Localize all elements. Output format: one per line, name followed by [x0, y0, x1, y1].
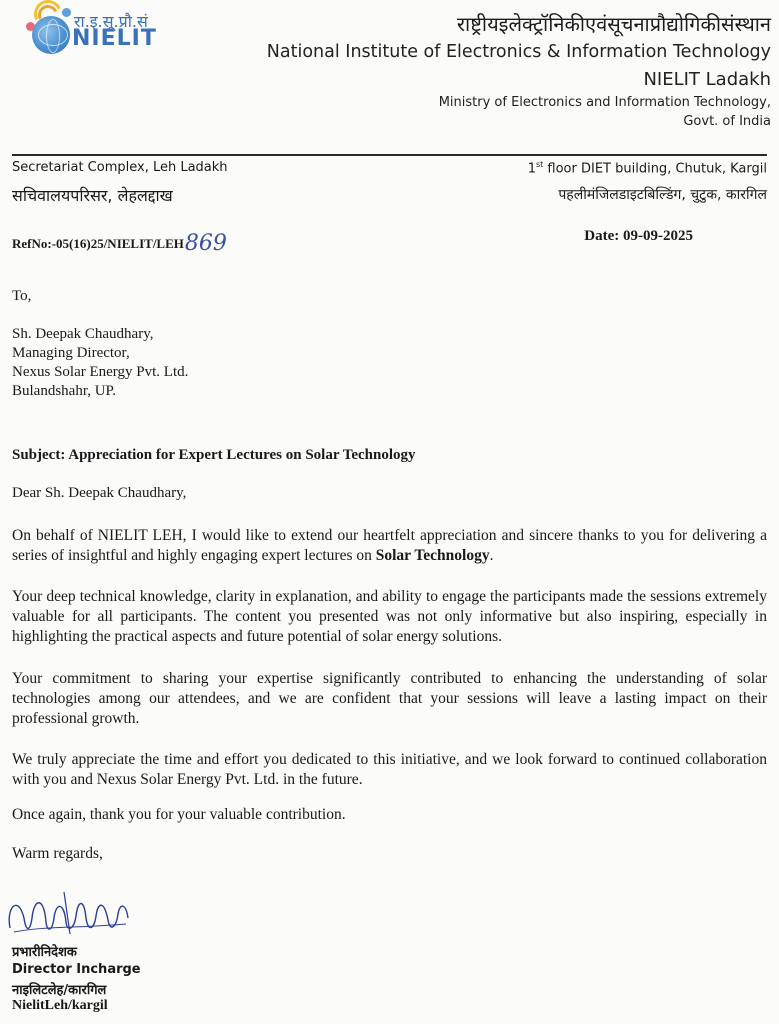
person-dot-icon: [62, 8, 71, 17]
signatory-org-english: NielitLeh/kargil: [12, 998, 108, 1013]
address-kargil-rest: floor DIET building, Chutuk, Kargil: [543, 161, 767, 177]
signatory-org-hindi: नाइलिटलेह/कारगिल: [12, 983, 107, 998]
signatory-title-hindi: प्रभारीनिदेशक: [12, 945, 77, 960]
paragraph-1: [12, 526, 767, 566]
logo-text: NIELIT: [72, 26, 157, 51]
ref-no-printed: RefNo:-05(16)25/NIELIT/LEH: [12, 236, 184, 251]
addressee-line: Bulandshahr, UP.: [12, 383, 116, 399]
addressee-block: [12, 325, 188, 401]
ref-no-handwritten: 869: [184, 231, 227, 256]
floor-number: 1: [527, 161, 536, 177]
nielit-logo: [22, 2, 162, 54]
paragraph-2: Your deep technical knowledge, clarity in explanation, and ability to engage the participants made the sessions extremely valuable for all participants. The content you presented was not only informative but also inspiring, especially in highlighting the practical aspects and future potential of solar energy solutions.: [12, 588, 767, 645]
signatory-title-english: Director Incharge: [12, 962, 141, 977]
salutation: Dear Sh. Deepak Chaudhary,: [12, 485, 187, 501]
institute-name-english: National Institute of Electronics & Information Technology: [266, 42, 771, 62]
paragraph-5: Once again, thank you for your valuable contribution.: [12, 806, 346, 823]
govt-name: Govt. of India: [683, 114, 771, 129]
ministry-name: Ministry of Electronics and Information Technology,: [438, 95, 771, 110]
paragraph-1-text: On behalf of NIELIT LEH, I would like to extend our heartfelt appreciation and sincere thanks to you for delivering a series of insightful and highly engaging expert lectures on: [12, 527, 767, 564]
address-kargil-hindi: पहलीमंजिलडाइटबिल्डिंग, चुटुक, कारगिल: [558, 187, 767, 203]
closing: Warm regards,: [12, 845, 103, 862]
to-label: To,: [12, 288, 32, 304]
paragraph-1-end: .: [489, 547, 494, 564]
letter-date: Date: 09-09-2025: [584, 228, 693, 244]
logo-hindi-abbr: रा.इ.सू.प्रौ.सं: [74, 12, 148, 31]
globe-icon: [32, 16, 70, 54]
address-kargil-english: [528, 160, 767, 176]
addressee-line: Managing Director,: [12, 345, 130, 361]
ordinal-suffix: st: [535, 160, 544, 169]
paragraph-3: Your commitment to sharing your expertise significantly contributed to enhancing the understanding of solar technologies among our attendees, and we are confident that your sessions will leave a lasting impact on their professional growth.: [12, 670, 767, 727]
paragraph-1-emphasis: Solar Technology: [375, 547, 490, 564]
header-divider: [12, 154, 767, 156]
address-leh-english: Secretariat Complex, Leh Ladakh: [12, 160, 228, 175]
addressee-line: Sh. Deepak Chaudhary,: [12, 326, 154, 342]
subject-line: Subject: Appreciation for Expert Lectures on Solar Technology: [12, 447, 416, 463]
paragraph-4: We truly appreciate the time and effort you dedicated to this initiative, and we look forward to continued collaboration with you and Nexus Solar Energy Pvt. Ltd. in the future.: [12, 751, 767, 788]
reference-number: [12, 229, 227, 254]
institute-name-hindi: राष्ट्रीयइलेक्ट्रॉनिकीएवंसूचनाप्रौद्योगिकीसंस्थान: [456, 12, 771, 36]
addressee-line: Nexus Solar Energy Pvt. Ltd.: [12, 364, 189, 380]
unit-name: NIELIT Ladakh: [643, 69, 771, 90]
address-leh-hindi: सचिवालयपरिसर, लेहलद्दाख: [12, 186, 173, 205]
handwritten-signature-icon: [4, 888, 134, 940]
